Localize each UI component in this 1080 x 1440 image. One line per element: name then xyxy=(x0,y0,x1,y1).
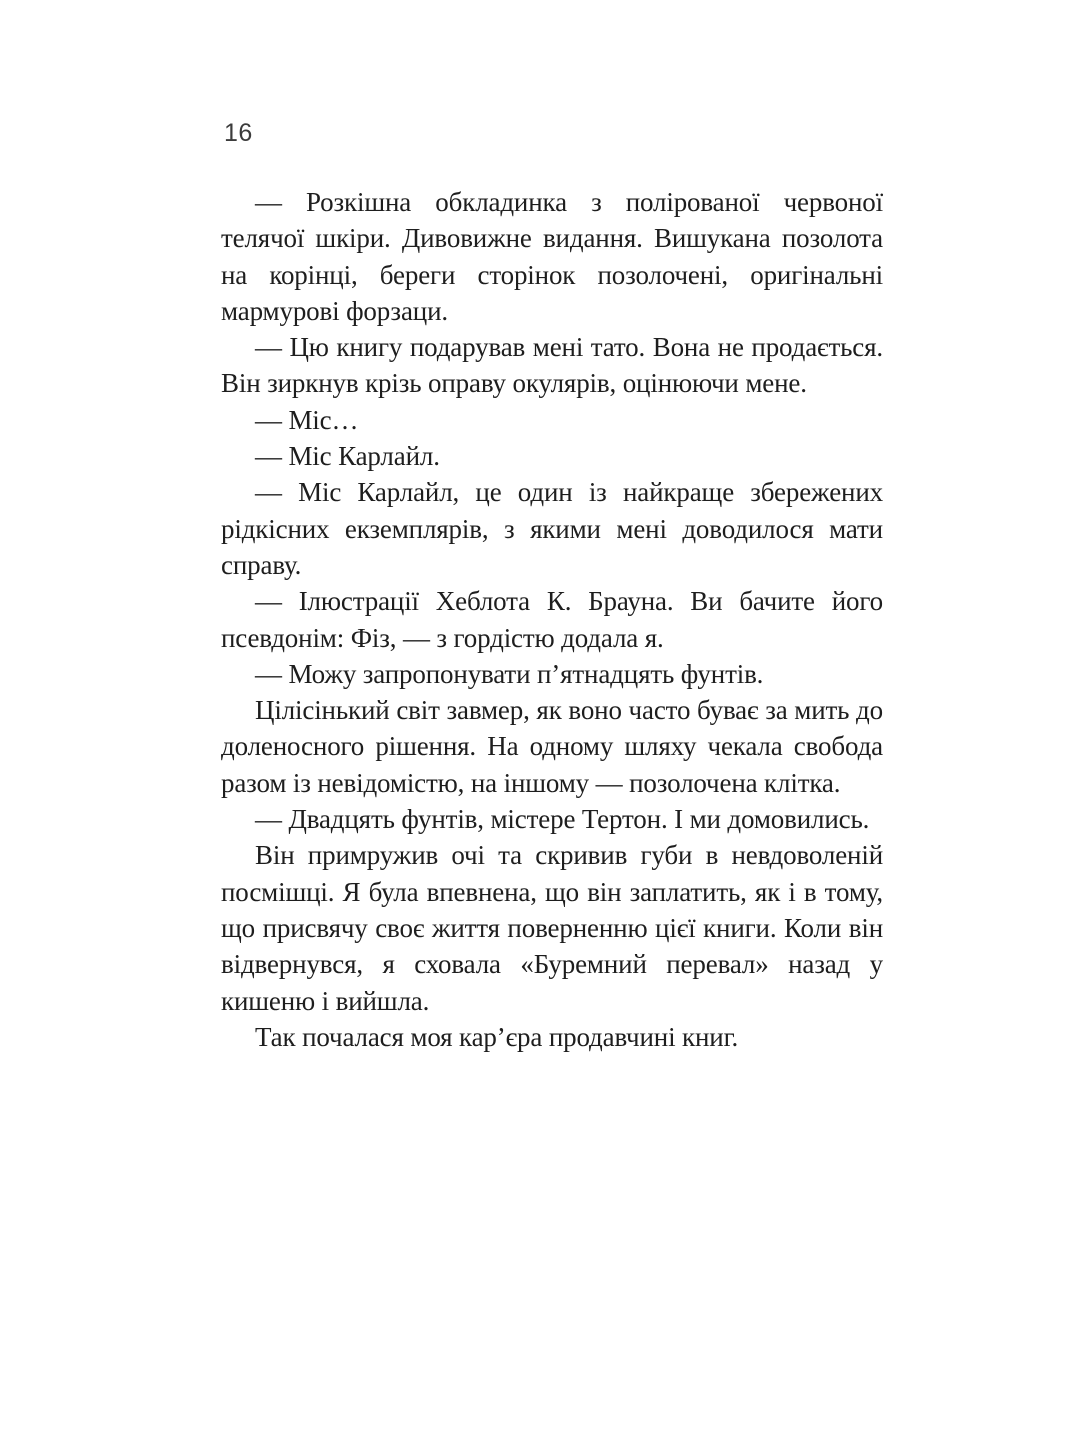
paragraph: — Міс… xyxy=(255,404,359,435)
paragraph: Він примружив очі та скривив губи в невдоволеній посмішці. Я була впевнена, що він заплатить, як і в тому, що присвячу своє життя поверненню цієї книги. Коли він відвернувся, я сховала «Буремний перевал» назад у кишеню і вийшла. xyxy=(221,840,883,1016)
paragraph: — Ілюстрації Хеблота К. Брауна. Ви бачите його псевдонім: Фіз, — з гордістю додала я. xyxy=(221,586,883,653)
paragraph: — Двадцять фунтів, містере Тертон. І ми домовились. xyxy=(255,804,870,835)
paragraph: Так почалася моя кар’єра продавчині книг. xyxy=(255,1021,739,1052)
paragraph: — Розкішна обкладинка з полірованої червоної телячої шкіри. Дивовижне видання. Вишукана позолота на корінці, береги сторінок позолочені, оригінальні мармурові форзаци. xyxy=(221,187,883,326)
paragraph: — Міс Карлайл. xyxy=(255,441,440,472)
paragraph: — Міс Карлайл, це один із найкраще збережених рідкісних екземплярів, з якими мені доводилося мати справу. xyxy=(221,477,883,580)
page-text xyxy=(221,184,883,1055)
paragraph: — Цю книгу подарував мені тато. Вона не продається. Він зиркнув крізь оправу окулярів, оцінюючи мене. xyxy=(221,332,883,399)
page-number: 16 xyxy=(224,119,253,147)
paragraph: — Можу запропонувати п’ятнадцять фунтів. xyxy=(255,658,764,689)
paragraph: Цілісінький світ завмер, як воно часто буває за мить до доленосного рішення. На одному шляху чекала свобода разом із невідомістю, на іншому — позолочена клітка. xyxy=(221,695,883,798)
